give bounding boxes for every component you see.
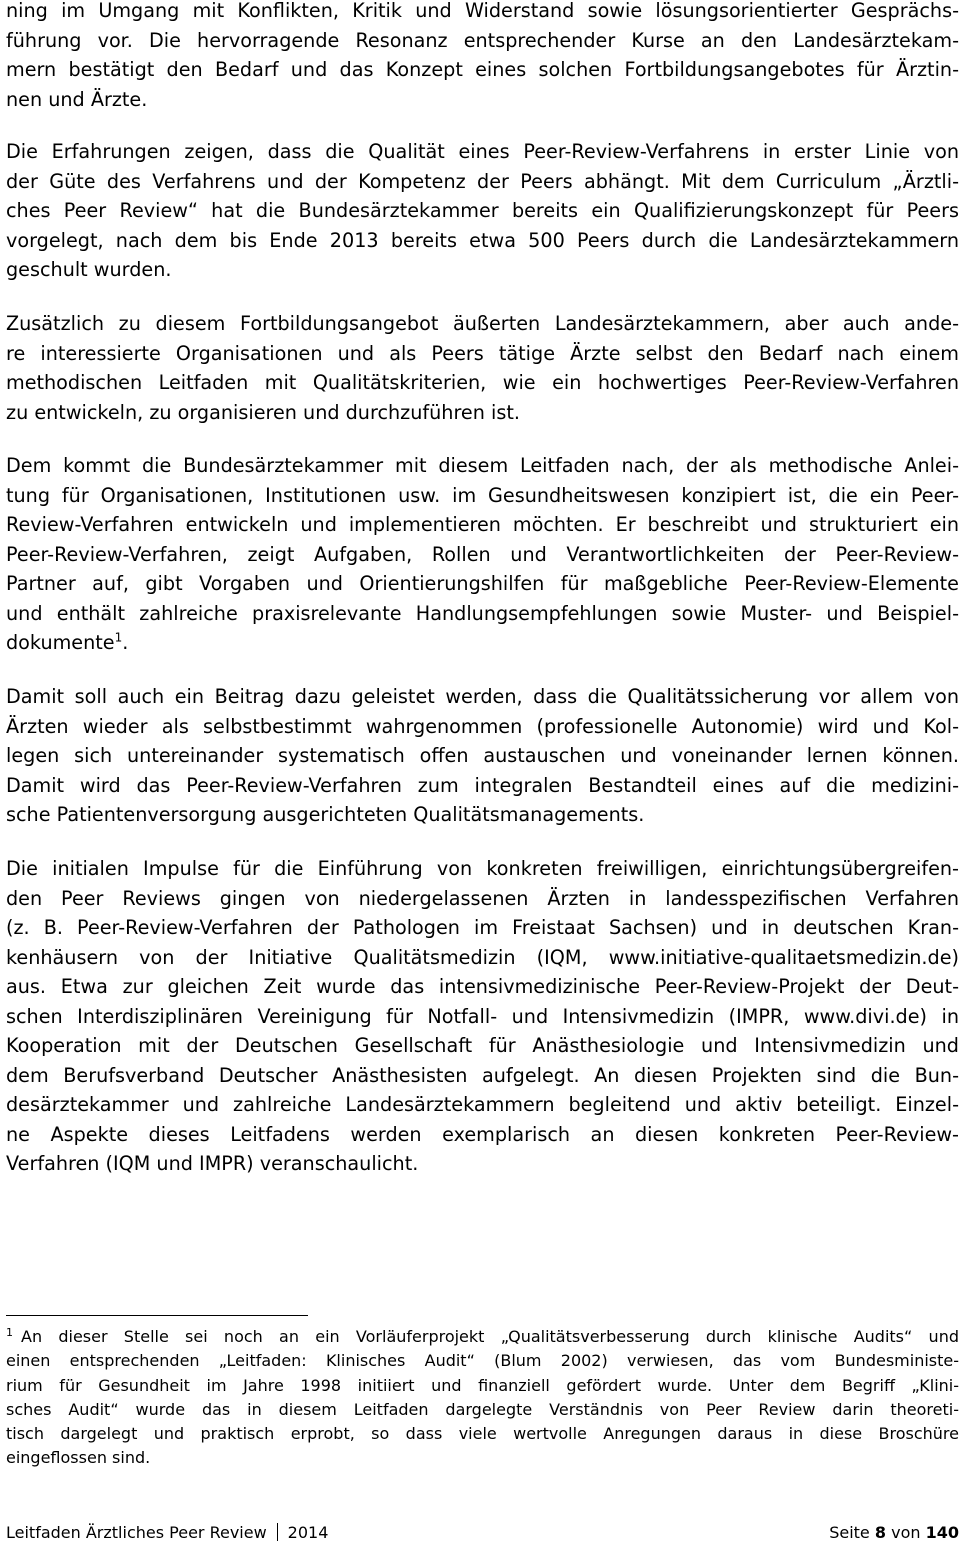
text-line: Kooperation mit der Deutschen Gesellschaft für Anästhesiologie und Intensivmedizin und	[6, 1034, 959, 1057]
paragraph-6	[6, 854, 959, 1179]
text-line: Zusätzlich zu diesem Fortbildungsangebot äußerten Landesärztekammern, aber auch ande-	[6, 312, 959, 335]
footnote-line	[6, 1325, 959, 1349]
footnote-line: sches Audit“ wurde das in diesem Leitfaden dargelegte Verständnis von Peer Review darin theoreti-	[6, 1399, 959, 1419]
text-line: nen und Ärzte.	[6, 87, 148, 111]
footer-current-page: 8	[874, 1523, 886, 1542]
footnote-reference[interactable]: 1	[114, 630, 123, 645]
text-line: methodischen Leitfaden mit Qualitätskriterien, wie ein hochwertiges Peer-Review-Verfahren	[6, 371, 959, 394]
text-line: aus. Etwa zur gleichen Zeit wurde das intensivmedizinische Peer-Review-Projekt der Deut-	[6, 975, 959, 998]
text-line: (z. B. Peer-Review-Verfahren der Pathologen im Freistaat Sachsen) und in deutschen Kran-	[6, 916, 959, 939]
footer-year: 2014	[287, 1523, 329, 1542]
text-line: führung vor. Die hervorragende Resonanz entsprechender Kurse an den Landesärztekam-	[6, 28, 959, 52]
text-line: vorgelegt, nach dem bis Ende 2013 bereits etwa 500 Peers durch die Landesärztekammern	[6, 228, 959, 252]
text-line: zu entwickeln, zu organisieren und durchzuführen ist.	[6, 400, 520, 424]
text-line: tung für Organisationen, Institutionen usw. im Gesundheitswesen konzipiert ist, die ein Peer-	[6, 483, 959, 507]
text-line: Die initialen Impulse für die Einführung von konkreten freiwilligen, einrichtungsübergreifen-	[6, 857, 959, 880]
footer-page-number	[829, 1522, 959, 1544]
footnote-line: einen entsprechenden „Leitfaden: Klinisches Audit“ (Blum 2002) verwiesen, das vom Bundesministe-	[6, 1351, 959, 1371]
paragraph-5	[6, 682, 959, 830]
text-line: desärztekammer und zahlreiche Landesärztekammern begleitend und aktiv beteiligt. Einzel-	[6, 1093, 959, 1116]
footnote	[6, 1325, 959, 1471]
text-line: Partner auf, gibt Vorgaben und Orientierungshilfen für maßgebliche Peer-Review-Elemente	[6, 572, 959, 595]
footnote-divider	[6, 1315, 308, 1316]
text-line: Dem kommt die Bundesärztekammer mit diesem Leitfaden nach, der als methodische Anlei-	[6, 454, 959, 477]
page-footer	[6, 1522, 959, 1544]
paragraph-2	[6, 137, 959, 285]
text-line: schen Interdisziplinären Vereinigung für Notfall- und Intensivmedizin (IMPR, www.divi.de) in	[6, 1004, 959, 1028]
text-segment: dokumente	[6, 631, 115, 654]
text-line: kenhäusern von der Initiative Qualitätsmedizin (IQM, www.initiative-qualitaetsmedizin.de)	[6, 945, 959, 969]
footer-total-pages: 140	[925, 1523, 959, 1542]
footer-separator	[277, 1523, 278, 1541]
text-line: Damit wird das Peer-Review-Verfahren zum integralen Bestandteil eines auf die medizini-	[6, 773, 959, 797]
text-line: ne Aspekte dieses Leitfadens werden exemplarisch an diesen konkreten Peer-Review-	[6, 1122, 959, 1146]
footer-document-title: Leitfaden Ärztliches Peer Review	[6, 1523, 267, 1542]
text-line: den Peer Reviews gingen von niedergelassenen Ärzten in landesspezifischen Verfahren	[6, 886, 959, 910]
text-line: ning im Umgang mit Konflikten, Kritik und Widerstand sowie lösungsorientierter Gesprächs-	[6, 0, 959, 22]
footer-page-label: Seite	[829, 1523, 870, 1542]
footnote-line: eingeflossen sind.	[6, 1448, 151, 1468]
paragraph-3	[6, 309, 959, 427]
footnote-line: tisch dargelegt und praktisch erprobt, so dass viele wertvolle Anregungen daraus in diese Broschüre	[6, 1424, 959, 1444]
footer-page-of: von	[891, 1523, 921, 1542]
text-line: sche Patientenversorgung ausgerichteten Qualitätsmanagements.	[6, 803, 645, 826]
text-line: Verfahren (IQM und IMPR) veranschaulicht.	[6, 1152, 419, 1175]
text-line: geschult wurden.	[6, 258, 172, 281]
text-line	[6, 628, 959, 658]
text-line: Peer-Review-Verfahren, zeigt Aufgaben, Rollen und Verantwortlichkeiten der Peer-Review-	[6, 542, 959, 566]
footer-title-block	[6, 1522, 328, 1544]
text-line: und enthält zahlreiche praxisrelevante Handlungsempfehlungen sowie Muster- und Beispiel-	[6, 601, 959, 625]
text-line: dem Berufsverband Deutscher Anästhesisten aufgelegt. An diesen Projekten sind die Bun-	[6, 1063, 959, 1087]
paragraph-4	[6, 451, 959, 658]
paragraph-1	[6, 0, 959, 114]
text-line: Ärzten wieder als selbstbestimmt wahrgenommen (professionelle Autonomie) wird und Kol-	[6, 714, 959, 738]
text-line: ches Peer Review“ hat die Bundesärztekammer bereits ein Qualifizierungskonzept für Peers	[6, 199, 959, 222]
text-segment: .	[122, 631, 129, 654]
footnote-text: An dieser Stelle sei noch an ein Vorläuferprojekt „Qualitätsverbesserung durch klinische Audits“ und	[21, 1327, 959, 1346]
text-line: Die Erfahrungen zeigen, dass die Qualität eines Peer-Review-Verfahrens in erster Linie von	[6, 140, 959, 163]
footnote-number: 1	[6, 1325, 13, 1339]
text-line: Damit soll auch ein Beitrag dazu geleistet werden, dass die Qualitätssicherung vor allem von	[6, 685, 959, 708]
footnote-line: rium für Gesundheit im Jahre 1998 initiiert und finanziell gefördert wurde. Unter dem Begriff „Klini-	[6, 1375, 959, 1395]
text-line: legen sich untereinander systematisch offen austauschen und voneinander lernen können.	[6, 744, 959, 767]
text-line: der Güte des Verfahrens und der Kompetenz der Peers abhängt. Mit dem Curriculum „Ärztli-	[6, 169, 959, 193]
text-line: mern bestätigt den Bedarf und das Konzept eines solchen Fortbildungsangebotes für Ärztin-	[6, 58, 959, 81]
text-line: re interessierte Organisationen und als Peers tätige Ärzte selbst den Bedarf nach einem	[6, 341, 959, 365]
text-line: Review-Verfahren entwickeln und implementieren möchten. Er beschreibt und strukturiert ein	[6, 513, 959, 536]
